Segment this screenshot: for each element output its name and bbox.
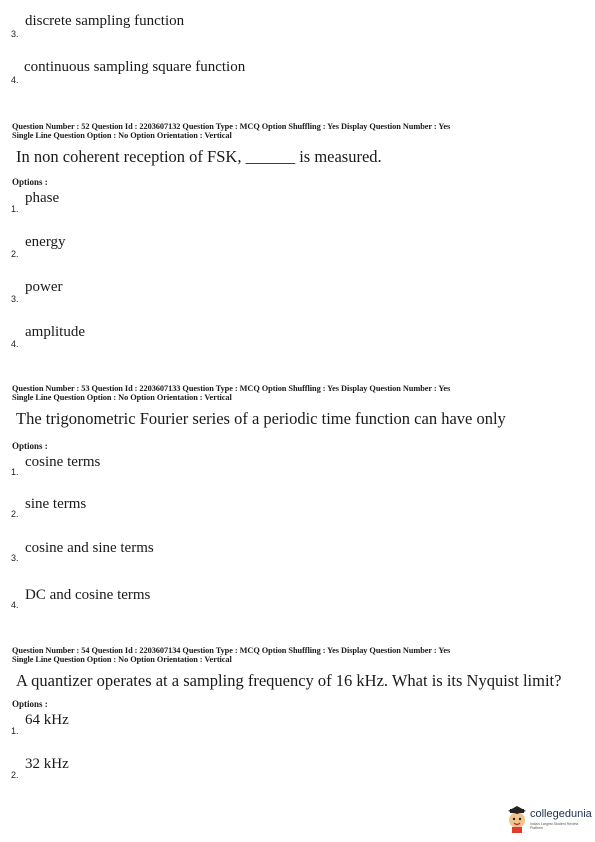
question-text: A quantizer operates at a sampling frequency of 16 kHz. What is its Nyquist limit?	[16, 671, 562, 690]
option-text: continuous sampling square function	[24, 59, 246, 75]
option-number: 1.	[11, 726, 19, 736]
option-text: discrete sampling function	[25, 13, 185, 29]
option-text: phase	[25, 190, 60, 206]
question-meta-line: Single Line Question Option : No Option Orientation : Vertical	[12, 131, 232, 140]
option-text: sine terms	[25, 496, 87, 512]
brand-name: collegedunia	[530, 808, 592, 820]
option-number: 4.	[11, 339, 19, 349]
option-number: 1.	[11, 204, 19, 214]
question-meta-line: Single Line Question Option : No Option Orientation : Vertical	[12, 393, 232, 402]
option-text: cosine and sine terms	[25, 540, 154, 556]
option-number: 3.	[11, 553, 19, 563]
option-number: 2.	[11, 770, 19, 780]
question-meta-line: Single Line Question Option : No Option Orientation : Vertical	[12, 655, 232, 664]
option-number: 4.	[11, 600, 19, 610]
question-text: In non coherent reception of FSK, ______ is measured.	[16, 147, 382, 166]
options-label: Options :	[12, 699, 48, 709]
option-text: 64 kHz	[25, 712, 69, 728]
option-text: cosine terms	[25, 454, 101, 470]
option-text: energy	[25, 234, 66, 250]
option-number: 2.	[11, 509, 19, 519]
options-label: Options :	[12, 441, 48, 451]
option-number: 4.	[11, 75, 19, 85]
question-meta-line: Question Number : 52 Question Id : 2203607132 Question Type : MCQ Option Shuffling : Yes Display Question Number : Yes	[12, 122, 451, 131]
option-number: 3.	[11, 29, 19, 39]
options-label: Options :	[12, 177, 48, 187]
brand-tagline: India's Largest Student Review Platform	[530, 822, 579, 830]
option-text: 32 kHz	[25, 756, 69, 772]
option-text: DC and cosine terms	[25, 587, 151, 603]
question-meta-line: Question Number : 54 Question Id : 2203607134 Question Type : MCQ Option Shuffling : Yes Display Question Number : Yes	[12, 646, 451, 655]
graduate-mascot-icon	[506, 805, 528, 833]
option-number: 2.	[11, 249, 19, 259]
option-number: 1.	[11, 467, 19, 477]
option-number: 3.	[11, 294, 19, 304]
question-meta-line: Question Number : 53 Question Id : 2203607133 Question Type : MCQ Option Shuffling : Yes Display Question Number : Yes	[12, 384, 451, 393]
option-text: amplitude	[25, 324, 85, 340]
collegedunia-watermark	[506, 801, 592, 837]
question-text: The trigonometric Fourier series of a periodic time function can have only	[16, 409, 506, 428]
option-text: power	[25, 279, 63, 295]
